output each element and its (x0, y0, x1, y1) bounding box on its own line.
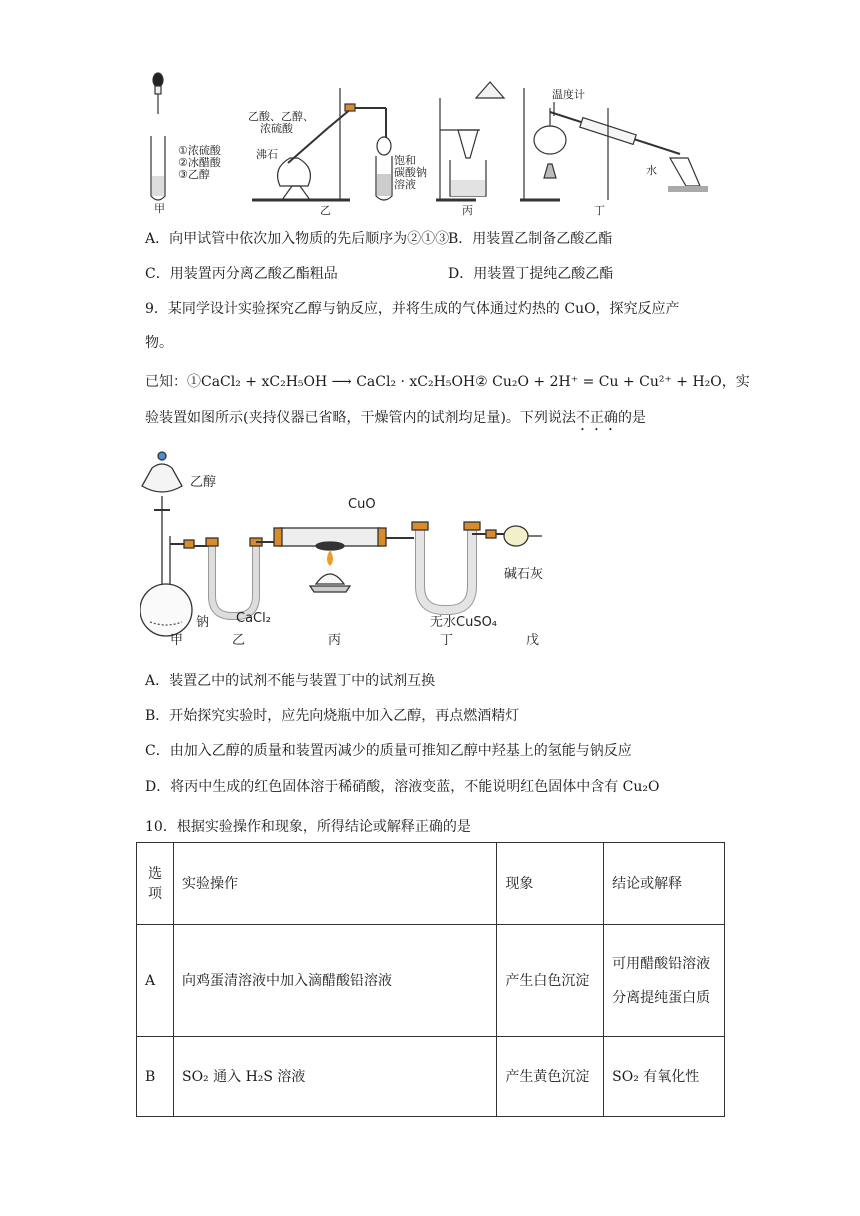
q9-eq1-right: CaCl₂ · xC₂H₅OH (356, 374, 476, 390)
table-header-row (137, 843, 725, 925)
q10-stem: 10．根据实验操作和现象，所得结论或解释正确的是 (145, 819, 471, 835)
label-yi: 乙 (320, 204, 331, 217)
label-jia2: 甲 (170, 633, 184, 648)
q10-table (136, 842, 725, 1117)
q8-option-c: C．用装置丙分离乙酸乙酯粗品 (145, 266, 338, 282)
q9-eq1-left: CaCl₂ + xC₂H₅OH (201, 374, 328, 390)
label-bing2: 丙 (328, 633, 342, 648)
label-ding: 丁 (594, 204, 605, 217)
label-sat1: 饱和 (394, 154, 416, 167)
q9-stem-line3 (145, 408, 646, 434)
label-cacl2: CaCl₂ (236, 611, 271, 626)
separation-setup (436, 82, 504, 200)
header-conclusion: 结论或解释 (604, 843, 725, 925)
cell-operation: SO₂ 通入 H₂S 溶液 (173, 1037, 496, 1117)
table-row (137, 1037, 725, 1117)
label-yi2: 乙 (232, 633, 246, 648)
q8-option-d: D．用装置丁提纯乙酸乙酯 (448, 266, 614, 282)
label-bing: 丙 (462, 204, 473, 217)
q9-line3-emph: 不正确 (575, 410, 618, 426)
apparatus-figure-q8 (140, 68, 720, 220)
cell-conclusion: 可用醋酸铅溶液分离提纯蛋白质 (604, 925, 725, 1037)
label-reagents2: 浓硫酸 (260, 122, 293, 135)
label-reagents1: 乙酸、乙醇、 (248, 110, 314, 123)
q9-option-b: B．开始探究实验时，应先向烧瓶中加入乙醇，再点燃酒精灯 (145, 708, 520, 724)
label-step2: ②冰醋酸 (178, 156, 221, 169)
label-ethanol: 乙醇 (190, 475, 217, 490)
label-step1: ①浓硫酸 (178, 144, 221, 157)
table-row (137, 925, 725, 1037)
label-water: 水 (646, 164, 657, 177)
q9-known-line (145, 372, 750, 392)
label-sodium: 钠 (196, 615, 210, 630)
label-thermometer: 温度计 (552, 88, 585, 101)
cell-conclusion: SO₂ 有氧化性 (604, 1037, 725, 1117)
label-ding2: 丁 (440, 633, 454, 648)
q9-eq2: ② Cu₂O + 2H⁺ = Cu + Cu²⁺ + H₂O (475, 374, 722, 390)
q9-option-c: C．由加入乙醇的质量和装置丙减少的质量可推知乙醇中羟基上的氢能与钠反应 (145, 743, 632, 759)
label-step3: ③乙醇 (178, 168, 210, 181)
q9-line3-a: 验装置如图所示(夹持仪器已省略，干燥管内的试剂均足量)。下列说法 (145, 410, 576, 426)
cell-option: B (137, 1037, 174, 1117)
q9-stem-line2: 物。 (145, 335, 173, 351)
label-cuso4: 无水CuSO₄ (430, 615, 498, 630)
label-boiling-stone: 沸石 (256, 148, 278, 161)
header-operation: 实验操作 (173, 843, 496, 925)
label-sat3: 溶液 (394, 178, 416, 191)
label-wu2: 戊 (526, 633, 540, 648)
distillation-setup (520, 88, 708, 200)
apparatus-figure-q9 (140, 446, 570, 652)
label-jia: 甲 (154, 202, 165, 215)
q8-option-a: A．向甲试管中依次加入物质的先后顺序为②①③ (145, 231, 450, 247)
cell-phenomenon: 产生白色沉淀 (497, 925, 604, 1037)
cell-operation: 向鸡蛋清溶液中加入滴醋酸铅溶液 (173, 925, 496, 1037)
header-phenomenon: 现象 (497, 843, 604, 925)
reaction-arrow-icon: ⟶ (327, 374, 357, 390)
label-sat2: 碳酸钠 (394, 166, 427, 179)
q9-stem-line1: 9．某同学设计实验探究乙醇与钠反应，并将生成的气体通过灼热的 CuO，探究反应产 (145, 301, 680, 317)
q9-line3-b: 的是 (617, 410, 646, 426)
q9-option-a: A．装置乙中的试剂不能与装置丁中的试剂互换 (145, 673, 436, 689)
label-sodalime: 碱石灰 (504, 567, 544, 582)
q8-option-b: B．用装置乙制备乙酸乙酯 (448, 231, 613, 247)
q9-known-suffix: ，实 (721, 374, 750, 390)
dropper-test-tube (151, 73, 165, 200)
reaction-setup (252, 88, 392, 200)
cell-option: A (137, 925, 174, 1037)
label-cuo: CuO (348, 497, 376, 512)
q9-known-prefix: 已知：① (145, 374, 201, 390)
header-option: 选项 (137, 843, 174, 925)
cell-phenomenon: 产生黄色沉淀 (497, 1037, 604, 1117)
q9-option-d: D．将丙中生成的红色固体溶于稀硝酸，溶液变蓝，不能说明红色固体中含有 Cu₂O (145, 779, 660, 795)
